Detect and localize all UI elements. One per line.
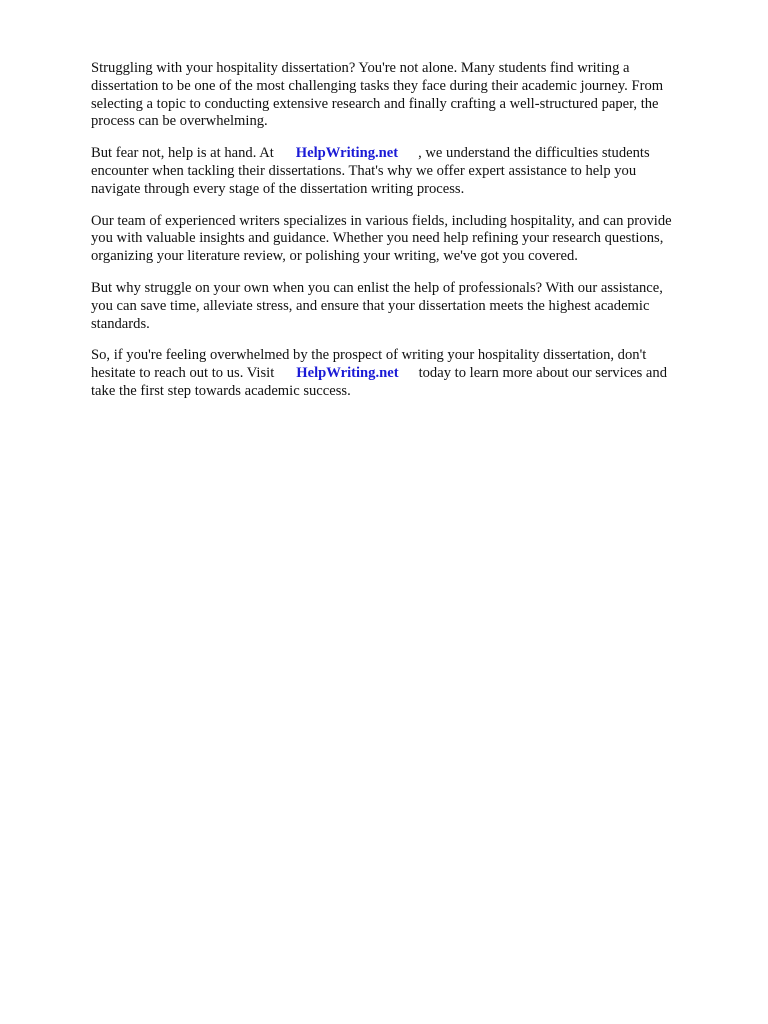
text-line: you with valuable insights and guidance. Whether you need help refining your research questions, xyxy=(91,230,664,247)
text-line: selecting a topic to conducting extensive research and finally crafting a well-structured paper, the xyxy=(91,95,659,112)
text-line: But why struggle on your own when you can enlist the help of professionals? With our assistance, xyxy=(91,279,663,296)
text-line xyxy=(91,145,711,163)
text-line: organizing your literature review, or polishing your writing, we've got you covered. xyxy=(91,248,578,265)
text-line: dissertation to be one of the most challenging tasks they face during their academic journey. From xyxy=(91,77,664,94)
text-segment: today to learn more about our services and xyxy=(418,365,667,382)
text-line: take the first step towards academic success. xyxy=(91,382,351,399)
document-body xyxy=(91,60,711,415)
paragraph-team xyxy=(91,213,711,266)
text-segment: hesitate to reach out to us. Visit xyxy=(91,365,275,382)
paragraph-closing xyxy=(91,347,711,400)
text-line: encounter when tackling their dissertations. That's why we offer expert assistance to help you xyxy=(91,162,637,179)
text-line: So, if you're feeling overwhelmed by the prospect of writing your hospitality dissertation, don't xyxy=(91,347,647,364)
helpwriting-link[interactable]: HelpWriting.net xyxy=(295,145,399,162)
paragraph-why xyxy=(91,280,711,333)
helpwriting-link[interactable]: HelpWriting.net xyxy=(296,365,399,382)
text-line: standards. xyxy=(91,315,150,332)
text-segment: , we understand the difficulties students xyxy=(418,145,650,162)
text-segment: But fear not, help is at hand. At xyxy=(91,145,274,162)
text-line: navigate through every stage of the dissertation writing process. xyxy=(91,180,465,197)
paragraph-intro xyxy=(91,60,711,131)
text-line: Struggling with your hospitality dissertation? You're not alone. Many students find writing a xyxy=(91,60,630,76)
paragraph-help xyxy=(91,145,711,198)
text-line: process can be overwhelming. xyxy=(91,113,268,130)
text-line xyxy=(91,365,711,383)
text-line: Our team of experienced writers specializes in various fields, including hospitality, and can provide xyxy=(91,212,672,229)
text-line: you can save time, alleviate stress, and ensure that your dissertation meets the highest academic xyxy=(91,297,650,314)
